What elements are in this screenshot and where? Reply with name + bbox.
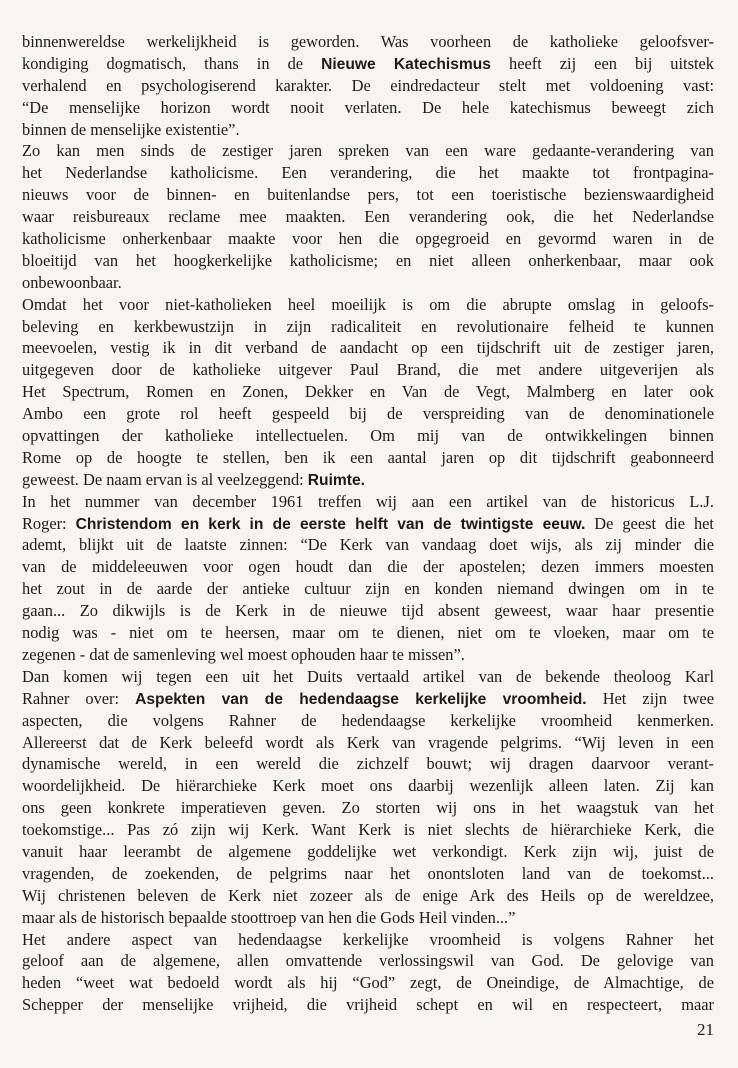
text-segment: Zo kan men sinds de zestiger jaren spreken van een ware gedaante-verandering van (22, 141, 714, 161)
text-segment: Het zijn twee (586, 688, 714, 708)
text-line (22, 316, 714, 338)
bold-title: Ruimte. (307, 471, 365, 489)
text-line (22, 972, 714, 994)
text-line (22, 929, 714, 951)
text-line (22, 228, 714, 250)
text-segment: Ambo een grote rol heeft gespeeld bij de verspreiding van de denominationele (22, 404, 714, 424)
text-line (22, 644, 714, 666)
text-segment: het Nederlandse katholicisme. Een verandering, die het maakte tot frontpagina- (22, 163, 714, 183)
text-segment: maar als de historisch bepaalde stoottroep van hen die Gods Heil vinden...” (22, 907, 516, 927)
text-line (22, 447, 714, 469)
text-segment: heden “weet wat bedoeld wordt als hij “God” zegt, de Oneindige, de Almachtige, de (22, 973, 714, 993)
text-line (22, 403, 714, 425)
text-line (22, 75, 714, 97)
text-line (22, 119, 714, 141)
text-segment: beleving en kerkbewustzijn in zijn radicaliteit en revolutionaire felheid te kunnen (22, 316, 714, 336)
text-line (22, 184, 714, 206)
text-segment: Rome op de hoogte te stellen, ben ik een aantal jaren op dit tijdschrift geabonneerd (22, 447, 714, 467)
text-segment: ademt, blijkt uit de laatste zinnen: “De Kerk van vandaag doet wijs, als zij minder die (22, 535, 714, 555)
text-line (22, 534, 714, 556)
text-line (22, 841, 714, 863)
text-segment: zegenen - dat de samenleving wel moest ophouden haar te missen”. (22, 644, 465, 664)
text-segment: Schepper der menselijke vrijheid, die vrijheid schept en wil en respecteert, maar (22, 995, 714, 1015)
text-segment: Het Spectrum, Romen en Zonen, Dekker en Van de Vegt, Malmberg en later ook (22, 382, 714, 402)
text-line (22, 162, 714, 184)
text-segment: bloeitijd van het hoogkerkelijke katholicisme; en niet alleen onherkenbaar, maar ook (22, 250, 714, 270)
text-segment: opvattingen der katholieke intellectuelen. Om mij van de ontwikkelingen binnen (22, 426, 714, 446)
text-segment: Het andere aspect van hedendaagse kerkelijke vroomheid is volgens Rahner het (22, 929, 714, 949)
page-number: 21 (697, 1020, 714, 1039)
text-line (22, 578, 714, 600)
text-line (22, 337, 714, 359)
text-line (22, 53, 714, 75)
text-line (22, 907, 714, 929)
text-line (22, 600, 714, 622)
bold-title: Christendom en kerk in de eerste helft van de twintigste eeuw. (75, 515, 586, 533)
text-segment: geloof aan de algemene, allen omvattende verlossingswil van God. De gelovige van (22, 951, 714, 971)
text-segment: Rahner over: (22, 688, 136, 708)
text-line (22, 140, 714, 162)
text-line (22, 710, 714, 732)
body-text (22, 31, 714, 1016)
text-segment: nieuws voor de binnen- en buitenlandse pers, tot een toeristische bezienswaardigheid (22, 185, 714, 205)
text-segment: heeft zij een bij uitstek (490, 53, 714, 73)
text-segment: uitgegeven door de katholieke uitgever Paul Brand, die met andere uitgeverijen als (22, 360, 714, 380)
text-segment: het zout in de aarde der antieke cultuur zijn en konden niemand dwingen om in te (22, 579, 714, 599)
text-line (22, 513, 714, 535)
text-segment: In het nummer van december 1961 treffen wij aan een artikel van de historicus L.J. (22, 491, 714, 511)
text-segment: gaan... Zo dikwijls is de Kerk in de nieuwe tijd absent geweest, waar haar presentie (22, 601, 714, 621)
text-line (22, 885, 714, 907)
text-line (22, 556, 714, 578)
text-line (22, 491, 714, 513)
text-segment: meevoelen, vestig ik in dit verband de aandacht op een tijdschrift uit de zestiger jaren, (22, 338, 714, 358)
text-line (22, 863, 714, 885)
text-segment: “De menselijke horizon wordt nooit verlaten. De hele katechismus beweegt zich (22, 97, 714, 117)
bold-title: Nieuwe Katechismus (321, 55, 491, 73)
text-segment: waar reisbureaux reclame mee maakten. Een verandering ook, die het Nederlandse (22, 207, 714, 227)
text-line (22, 950, 714, 972)
text-line (22, 819, 714, 841)
text-segment: binnen de menselijke existentie”. (22, 119, 240, 139)
text-line (22, 31, 714, 53)
text-segment: Roger: (22, 513, 76, 533)
text-line (22, 753, 714, 775)
text-line (22, 294, 714, 316)
text-segment: Wij christenen beleven de Kerk niet zozeer als de enige Ark des Heils op de wereldzee, (22, 885, 714, 905)
text-segment: nodig was - niet om te heersen, maar om te dienen, niet om te vloeken, maar om te (22, 623, 714, 643)
text-line (22, 425, 714, 447)
bold-title: Aspekten van de hedendaagse kerkelijke vroomheid. (135, 690, 587, 708)
text-segment: toekomstige... Pas zó zijn wij Kerk. Want Kerk is niet slechts de hiërarchieke Kerk, die (22, 820, 714, 840)
text-segment: woordelijkheid. De hiërarchieke Kerk moet ons daarbij wezenlijk alleen laten. Zij kan (22, 776, 714, 796)
text-line (22, 732, 714, 754)
text-segment: vragenden, de zoekenden, de pelgrims naar het onontsloten land van de toekomst... (22, 863, 714, 883)
text-segment: onbewoonbaar. (22, 272, 122, 292)
text-segment: aspecten, die volgens Rahner de hedendaagse kerkelijke vroomheid kenmerken. (22, 710, 714, 730)
text-line (22, 775, 714, 797)
text-line (22, 250, 714, 272)
text-line (22, 469, 714, 491)
text-line (22, 622, 714, 644)
text-segment: vanuit haar leerambt de algemene goddelijke wet verkondigt. Kerk zijn wij, juist de (22, 841, 714, 861)
text-line (22, 206, 714, 228)
text-segment: Omdat het voor niet-katholieken heel moeilijk is om die abrupte omslag in geloofs- (22, 294, 714, 314)
text-segment: binnenwereldse werkelijkheid is geworden. Was voorheen de katholieke geloofsver- (22, 32, 714, 51)
text-line (22, 272, 714, 294)
text-segment: Allereerst dat de Kerk beleefd wordt als Kerk van vragende pelgrims. “Wij leven in een (22, 732, 714, 752)
text-line (22, 381, 714, 403)
text-segment: Dan komen wij tegen een uit het Duits vertaald artikel van de bekende theoloog Karl (22, 666, 714, 686)
text-line (22, 994, 714, 1016)
text-segment: dynamische wereld, in een wereld die zichzelf bouwt; wij dragen daarvoor verant- (22, 754, 714, 774)
text-segment: kondiging dogmatisch, thans in de (22, 53, 322, 73)
text-line (22, 666, 714, 688)
text-line (22, 688, 714, 710)
text-segment: katholicisme onherkenbaar maakte voor hen die opgegroeid en gevormd waren in de (22, 229, 714, 249)
text-segment: geweest. De naam ervan is al veelzeggend: (22, 469, 308, 489)
text-line (22, 97, 714, 119)
text-segment: De geest die het (585, 513, 714, 533)
text-segment: van de middeleeuwen voor ogen houdt dan die der apostelen; dezen immers moesten (22, 557, 714, 577)
text-line (22, 797, 714, 819)
text-line (22, 359, 714, 381)
text-segment: ons geen konkrete imperatieven geven. Zo storten wij ons in het waagstuk van het (22, 798, 714, 818)
text-segment: verhalend en psychologiserend karakter. De eindredacteur stelt met voldoening vast: (22, 75, 714, 95)
